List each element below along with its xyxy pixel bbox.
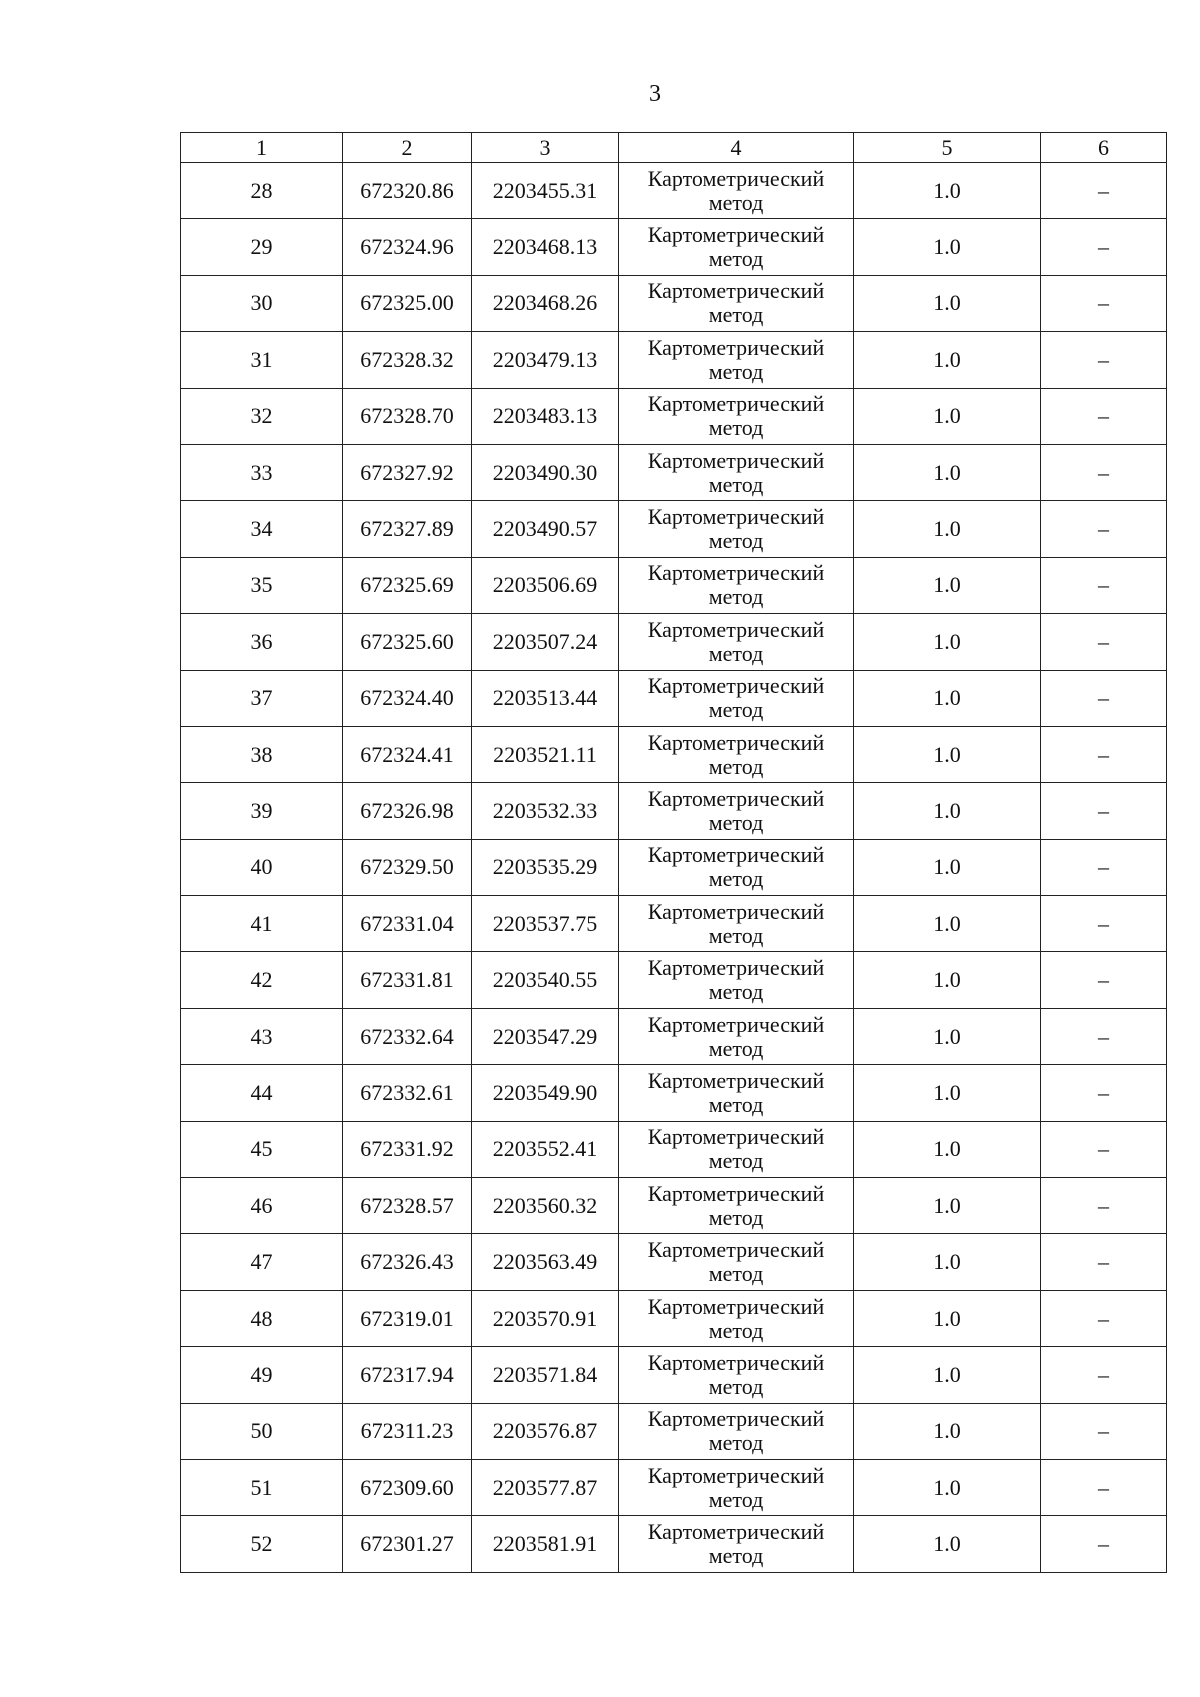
y-coordinate-cell: 2203570.91 — [472, 1290, 619, 1346]
method-line-1: Картометрический — [647, 729, 825, 755]
y-coordinate-cell: 2203581.91 — [472, 1516, 619, 1572]
point-number-cell: 32 — [181, 388, 343, 444]
method-cell — [619, 1065, 854, 1121]
note-cell: – — [1041, 1008, 1167, 1064]
method-line-2: метод — [708, 471, 764, 497]
method-cell — [619, 670, 854, 726]
note-cell: – — [1041, 1178, 1167, 1234]
header-cell-2: 2 — [343, 133, 472, 163]
method-line-2: метод — [708, 922, 764, 948]
x-coordinate-cell: 672325.69 — [343, 557, 472, 613]
note-cell: – — [1041, 1347, 1167, 1403]
point-number-cell: 36 — [181, 614, 343, 670]
method-line-1: Картометрический — [647, 1124, 825, 1150]
x-coordinate-cell: 672328.57 — [343, 1178, 472, 1234]
table-row — [181, 1008, 1167, 1064]
method-line-2: метод — [708, 866, 764, 892]
method-line-2: метод — [708, 415, 764, 441]
note-cell: – — [1041, 332, 1167, 388]
note-cell: – — [1041, 388, 1167, 444]
precision-cell: 1.0 — [854, 332, 1041, 388]
method-line-1: Картометрический — [647, 165, 825, 191]
method-line-2: метод — [708, 1204, 764, 1230]
x-coordinate-cell: 672319.01 — [343, 1290, 472, 1346]
table-row — [181, 332, 1167, 388]
method-cell — [619, 1347, 854, 1403]
header-row — [181, 133, 1167, 163]
method-cell — [619, 1403, 854, 1459]
y-coordinate-cell: 2203549.90 — [472, 1065, 619, 1121]
table-row — [181, 1178, 1167, 1234]
table-row — [181, 388, 1167, 444]
table-row — [181, 444, 1167, 500]
method-line-2: метод — [708, 246, 764, 272]
point-number-cell: 33 — [181, 444, 343, 500]
table-row — [181, 219, 1167, 275]
method-line-2: метод — [708, 1373, 764, 1399]
method-line-2: метод — [708, 753, 764, 779]
precision-cell: 1.0 — [854, 1516, 1041, 1572]
x-coordinate-cell: 672327.92 — [343, 444, 472, 500]
y-coordinate-cell: 2203537.75 — [472, 896, 619, 952]
x-coordinate-cell: 672325.00 — [343, 275, 472, 331]
precision-cell: 1.0 — [854, 896, 1041, 952]
note-cell: – — [1041, 1121, 1167, 1177]
x-coordinate-cell: 672328.70 — [343, 388, 472, 444]
note-cell: – — [1041, 163, 1167, 219]
method-line-2: метод — [708, 809, 764, 835]
x-coordinate-cell: 672324.41 — [343, 726, 472, 782]
table-row — [181, 1516, 1167, 1572]
y-coordinate-cell: 2203483.13 — [472, 388, 619, 444]
point-number-cell: 34 — [181, 501, 343, 557]
method-line-1: Картометрический — [647, 1011, 825, 1037]
method-cell — [619, 839, 854, 895]
precision-cell: 1.0 — [854, 1008, 1041, 1064]
precision-cell: 1.0 — [854, 783, 1041, 839]
method-cell — [619, 1121, 854, 1177]
x-coordinate-cell: 672311.23 — [343, 1403, 472, 1459]
note-cell: – — [1041, 1516, 1167, 1572]
note-cell: – — [1041, 614, 1167, 670]
x-coordinate-cell: 672328.32 — [343, 332, 472, 388]
y-coordinate-cell: 2203563.49 — [472, 1234, 619, 1290]
note-cell: – — [1041, 1065, 1167, 1121]
note-cell: – — [1041, 1459, 1167, 1515]
y-coordinate-cell: 2203576.87 — [472, 1403, 619, 1459]
method-cell — [619, 896, 854, 952]
method-line-2: метод — [708, 528, 764, 554]
method-cell — [619, 444, 854, 500]
method-cell — [619, 1290, 854, 1346]
precision-cell: 1.0 — [854, 1347, 1041, 1403]
point-number-cell: 50 — [181, 1403, 343, 1459]
y-coordinate-cell: 2203552.41 — [472, 1121, 619, 1177]
table-body — [181, 163, 1167, 1573]
y-coordinate-cell: 2203479.13 — [472, 332, 619, 388]
note-cell: – — [1041, 952, 1167, 1008]
point-number-cell: 39 — [181, 783, 343, 839]
precision-cell: 1.0 — [854, 275, 1041, 331]
method-line-1: Картометрический — [647, 673, 825, 699]
method-line-2: метод — [708, 979, 764, 1005]
point-number-cell: 47 — [181, 1234, 343, 1290]
method-line-1: Картометрический — [647, 391, 825, 417]
point-number-cell: 52 — [181, 1516, 343, 1572]
x-coordinate-cell: 672327.89 — [343, 501, 472, 557]
table-row — [181, 275, 1167, 331]
point-number-cell: 41 — [181, 896, 343, 952]
x-coordinate-cell: 672301.27 — [343, 1516, 472, 1572]
method-line-1: Картометрический — [647, 1180, 825, 1206]
method-cell — [619, 1008, 854, 1064]
table-row — [181, 557, 1167, 613]
method-line-2: метод — [708, 1035, 764, 1061]
precision-cell: 1.0 — [854, 501, 1041, 557]
method-cell — [619, 1516, 854, 1572]
table-row — [181, 1290, 1167, 1346]
precision-cell: 1.0 — [854, 1459, 1041, 1515]
table-row — [181, 726, 1167, 782]
x-coordinate-cell: 672326.98 — [343, 783, 472, 839]
method-line-1: Картометрический — [647, 278, 825, 304]
x-coordinate-cell: 672320.86 — [343, 163, 472, 219]
method-cell — [619, 557, 854, 613]
header-cell-6: 6 — [1041, 133, 1167, 163]
table-row — [181, 670, 1167, 726]
table-row — [181, 1121, 1167, 1177]
method-line-2: метод — [708, 1317, 764, 1343]
note-cell: – — [1041, 219, 1167, 275]
note-cell: – — [1041, 444, 1167, 500]
method-cell — [619, 1234, 854, 1290]
y-coordinate-cell: 2203571.84 — [472, 1347, 619, 1403]
x-coordinate-cell: 672309.60 — [343, 1459, 472, 1515]
precision-cell: 1.0 — [854, 444, 1041, 500]
method-line-2: метод — [708, 302, 764, 328]
table-row — [181, 1403, 1167, 1459]
method-line-2: метод — [708, 1430, 764, 1456]
method-line-2: метод — [708, 1486, 764, 1512]
method-cell — [619, 219, 854, 275]
point-number-cell: 28 — [181, 163, 343, 219]
point-number-cell: 29 — [181, 219, 343, 275]
table-row — [181, 1347, 1167, 1403]
point-number-cell: 44 — [181, 1065, 343, 1121]
y-coordinate-cell: 2203532.33 — [472, 783, 619, 839]
precision-cell: 1.0 — [854, 952, 1041, 1008]
precision-cell: 1.0 — [854, 1290, 1041, 1346]
note-cell: – — [1041, 783, 1167, 839]
header-cell-4: 4 — [619, 133, 854, 163]
x-coordinate-cell: 672324.96 — [343, 219, 472, 275]
point-number-cell: 40 — [181, 839, 343, 895]
method-cell — [619, 952, 854, 1008]
method-line-1: Картометрический — [647, 955, 825, 981]
method-line-1: Картометрический — [647, 842, 825, 868]
note-cell: – — [1041, 1290, 1167, 1346]
method-cell — [619, 275, 854, 331]
point-number-cell: 45 — [181, 1121, 343, 1177]
method-line-1: Картометрический — [647, 898, 825, 924]
y-coordinate-cell: 2203513.44 — [472, 670, 619, 726]
y-coordinate-cell: 2203540.55 — [472, 952, 619, 1008]
point-number-cell: 49 — [181, 1347, 343, 1403]
y-coordinate-cell: 2203507.24 — [472, 614, 619, 670]
method-line-1: Картометрический — [647, 1293, 825, 1319]
precision-cell: 1.0 — [854, 219, 1041, 275]
note-cell: – — [1041, 896, 1167, 952]
y-coordinate-cell: 2203455.31 — [472, 163, 619, 219]
x-coordinate-cell: 672317.94 — [343, 1347, 472, 1403]
method-line-2: метод — [708, 1091, 764, 1117]
method-cell — [619, 163, 854, 219]
x-coordinate-cell: 672331.81 — [343, 952, 472, 1008]
table-row — [181, 839, 1167, 895]
x-coordinate-cell: 672326.43 — [343, 1234, 472, 1290]
point-number-cell: 35 — [181, 557, 343, 613]
table-row — [181, 501, 1167, 557]
method-line-2: метод — [708, 189, 764, 215]
table-header — [181, 133, 1167, 163]
method-line-1: Картометрический — [647, 447, 825, 473]
header-cell-5: 5 — [854, 133, 1041, 163]
y-coordinate-cell: 2203521.11 — [472, 726, 619, 782]
precision-cell: 1.0 — [854, 726, 1041, 782]
y-coordinate-cell: 2203535.29 — [472, 839, 619, 895]
point-number-cell: 31 — [181, 332, 343, 388]
x-coordinate-cell: 672329.50 — [343, 839, 472, 895]
coordinates-table — [180, 132, 1167, 1573]
table-row — [181, 1234, 1167, 1290]
method-cell — [619, 614, 854, 670]
note-cell: – — [1041, 275, 1167, 331]
table-row — [181, 614, 1167, 670]
method-line-2: метод — [708, 1148, 764, 1174]
note-cell: – — [1041, 726, 1167, 782]
precision-cell: 1.0 — [854, 557, 1041, 613]
method-line-1: Картометрический — [647, 1349, 825, 1375]
method-line-2: метод — [708, 584, 764, 610]
note-cell: – — [1041, 501, 1167, 557]
table-row — [181, 896, 1167, 952]
y-coordinate-cell: 2203577.87 — [472, 1459, 619, 1515]
method-line-1: Картометрический — [647, 1462, 825, 1488]
method-line-1: Картометрический — [647, 334, 825, 360]
header-cell-3: 3 — [472, 133, 619, 163]
method-line-1: Картометрический — [647, 222, 825, 248]
y-coordinate-cell: 2203490.57 — [472, 501, 619, 557]
page-number-text: 3 — [649, 81, 661, 107]
table-row — [181, 952, 1167, 1008]
note-cell: – — [1041, 839, 1167, 895]
method-line-1: Картометрический — [647, 1519, 825, 1545]
point-number-cell: 38 — [181, 726, 343, 782]
point-number-cell: 43 — [181, 1008, 343, 1064]
method-cell — [619, 332, 854, 388]
x-coordinate-cell: 672332.61 — [343, 1065, 472, 1121]
precision-cell: 1.0 — [854, 839, 1041, 895]
method-line-2: метод — [708, 1261, 764, 1287]
method-line-1: Картометрический — [647, 785, 825, 811]
precision-cell: 1.0 — [854, 614, 1041, 670]
note-cell: – — [1041, 670, 1167, 726]
point-number-cell: 46 — [181, 1178, 343, 1234]
note-cell: – — [1041, 1403, 1167, 1459]
precision-cell: 1.0 — [854, 1403, 1041, 1459]
point-number-cell: 37 — [181, 670, 343, 726]
method-line-2: метод — [708, 358, 764, 384]
table-row — [181, 783, 1167, 839]
point-number-cell: 30 — [181, 275, 343, 331]
note-cell: – — [1041, 557, 1167, 613]
method-line-2: метод — [708, 1543, 764, 1569]
method-line-1: Картометрический — [647, 1237, 825, 1263]
method-line-1: Картометрический — [647, 504, 825, 530]
method-cell — [619, 726, 854, 782]
method-cell — [619, 1178, 854, 1234]
y-coordinate-cell: 2203468.13 — [472, 219, 619, 275]
y-coordinate-cell: 2203560.32 — [472, 1178, 619, 1234]
method-cell — [619, 388, 854, 444]
point-number-cell: 51 — [181, 1459, 343, 1515]
method-line-1: Картометрический — [647, 1406, 825, 1432]
point-number-cell: 48 — [181, 1290, 343, 1346]
x-coordinate-cell: 672332.64 — [343, 1008, 472, 1064]
y-coordinate-cell: 2203506.69 — [472, 557, 619, 613]
precision-cell: 1.0 — [854, 670, 1041, 726]
method-line-2: метод — [708, 640, 764, 666]
precision-cell: 1.0 — [854, 1178, 1041, 1234]
precision-cell: 1.0 — [854, 388, 1041, 444]
y-coordinate-cell: 2203547.29 — [472, 1008, 619, 1064]
x-coordinate-cell: 672324.40 — [343, 670, 472, 726]
y-coordinate-cell: 2203490.30 — [472, 444, 619, 500]
x-coordinate-cell: 672331.04 — [343, 896, 472, 952]
precision-cell: 1.0 — [854, 1121, 1041, 1177]
method-cell — [619, 1459, 854, 1515]
method-line-1: Картометрический — [647, 1067, 825, 1093]
method-cell — [619, 783, 854, 839]
precision-cell: 1.0 — [854, 1065, 1041, 1121]
method-line-1: Картометрический — [647, 616, 825, 642]
point-number-cell: 42 — [181, 952, 343, 1008]
precision-cell: 1.0 — [854, 1234, 1041, 1290]
page-number — [0, 80, 1200, 108]
table-row — [181, 1459, 1167, 1515]
table-row — [181, 163, 1167, 219]
precision-cell: 1.0 — [854, 163, 1041, 219]
x-coordinate-cell: 672331.92 — [343, 1121, 472, 1177]
x-coordinate-cell: 672325.60 — [343, 614, 472, 670]
method-line-1: Картометрический — [647, 560, 825, 586]
method-cell — [619, 501, 854, 557]
y-coordinate-cell: 2203468.26 — [472, 275, 619, 331]
note-cell: – — [1041, 1234, 1167, 1290]
method-line-2: метод — [708, 697, 764, 723]
header-cell-1: 1 — [181, 133, 343, 163]
table-row — [181, 1065, 1167, 1121]
